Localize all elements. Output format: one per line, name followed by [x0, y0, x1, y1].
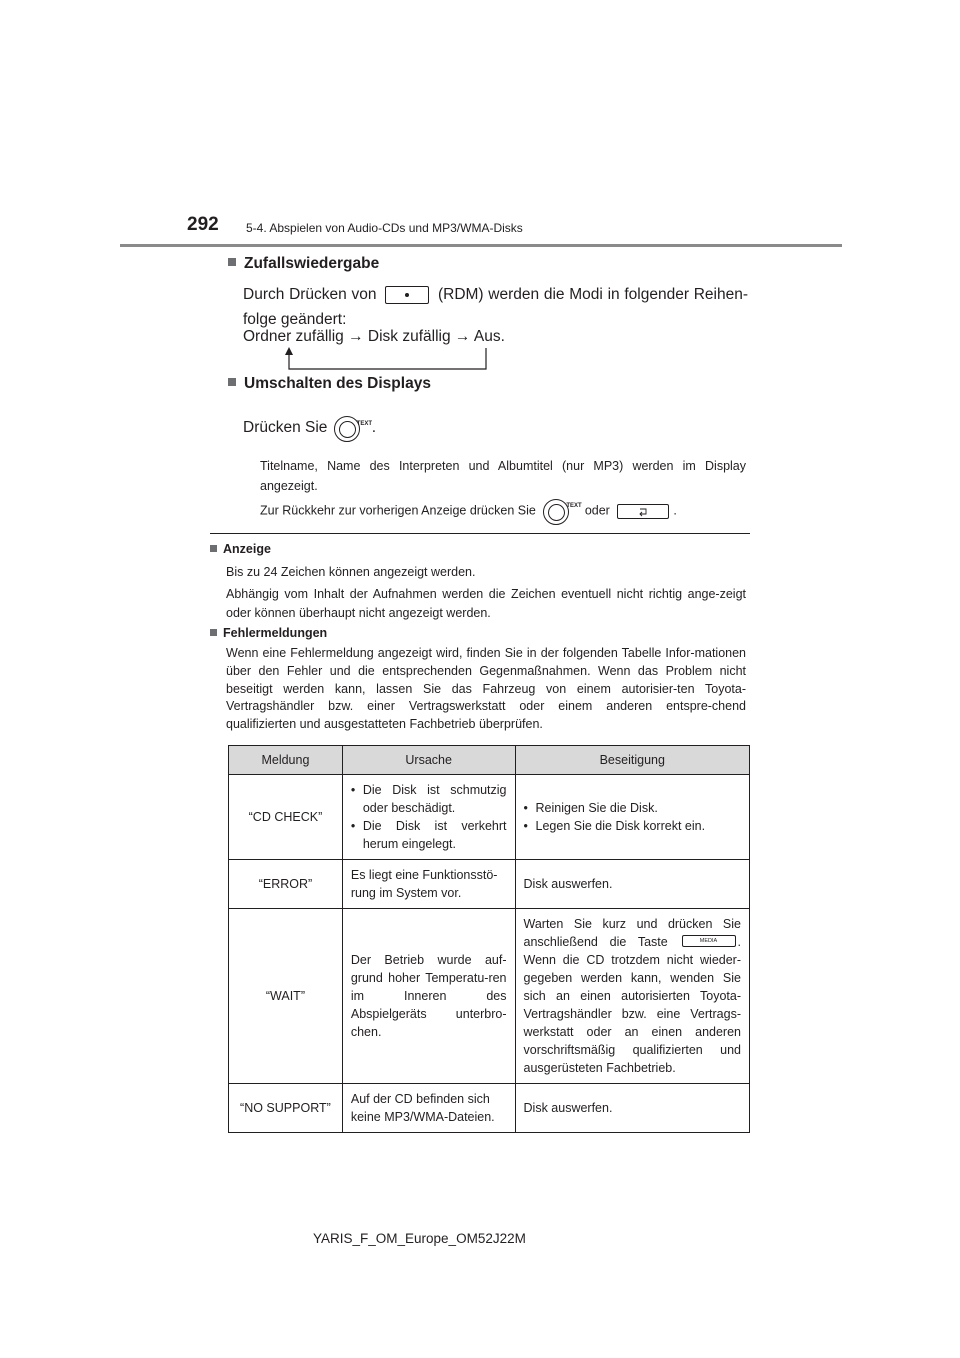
table-row	[229, 909, 750, 1084]
list-item: • Reinigen Sie die Disk.	[524, 799, 741, 817]
media-button-icon: MEDIA	[682, 935, 736, 947]
fehler-p1: Wenn eine Fehlermeldung angezeigt wird, finden Sie in der folgenden Tabelle Infor-mationen über den Fehler und die entsprechenden Gegenmaßnahmen. Wenn das Problem nicht beseitigt werden kann, lassen Sie das Fahrzeug von einem autorisier-ten Toyota-Vertragshändler bzw. einer Vertragswerkstatt oder einem anderen entspre-chend qualifizierten und ausgestatteten Fachbetrieb überprüfen.	[226, 646, 746, 732]
page-number: 292	[187, 214, 219, 235]
display-instruction: Drücken Sie TEXT .	[243, 412, 376, 444]
document-code: YARIS_F_OM_Europe_OM52J22M	[313, 1231, 526, 1246]
note-heading-anzeige: Anzeige	[210, 542, 271, 556]
back-button-icon	[617, 504, 669, 519]
ursache-cell: Es liegt eine Funktionsstö-rung im System vor.	[342, 860, 515, 909]
ursache-cell	[342, 775, 515, 860]
error-table	[228, 745, 750, 1133]
meldung-cell: “WAIT”	[229, 909, 343, 1084]
beseitigung-cell	[515, 775, 749, 860]
table-row	[229, 860, 750, 909]
chapter-title: 5-4. Abspielen von Audio-CDs und MP3/WMA-Disks	[246, 221, 523, 235]
section-heading-random: Zufallswiedergabe	[228, 255, 379, 273]
list-item: • Die Disk ist schmutzig oder beschädigt.	[351, 781, 507, 817]
section-divider	[210, 533, 750, 534]
meldung-cell: “ERROR”	[229, 860, 343, 909]
display-note-1: Titelname, Name des Interpreten und Albumtitel (nur MP3) werden im Display angezeigt.	[260, 459, 746, 493]
square-bullet-icon	[210, 629, 217, 636]
table-row	[229, 1084, 750, 1133]
anzeige-p2: Abhängig vom Inhalt der Aufnahmen werden die Zeichen eventuell nicht richtig ange-zeigt oder können überhaupt nicht angezeigt werden.	[226, 587, 746, 620]
cycle-arrow-icon	[280, 346, 490, 374]
ursache-cell: Auf der CD befinden sich keine MP3/WMA-Dateien.	[342, 1084, 515, 1133]
note-heading-fehler: Fehlermeldungen	[210, 626, 327, 640]
random-description: Durch Drücken von (RDM) werden die Modi in folgender Reihen-folge geändert:	[243, 286, 749, 328]
beseitigung-cell: Warten Sie kurz und drücken Sie anschließend die Taste MEDIA . Wenn die CD trotzdem nicht wieder-gegeben werden kann, wenden Sie sich an einen autorisierten Toyota-Vertragshändler bzw. eine Vertrags-werkstatt oder an einen anderen vorschriftsmäßig qualifizierten und ausgerüsteten Fachbetrieb.	[515, 909, 749, 1084]
square-bullet-icon	[228, 258, 236, 266]
table-header-row	[229, 746, 750, 775]
list-item: • Legen Sie die Disk korrekt ein.	[524, 817, 741, 835]
column-header: Ursache	[342, 746, 515, 775]
meldung-cell: “NO SUPPORT”	[229, 1084, 343, 1133]
text-knob-icon: TEXT	[543, 496, 577, 526]
display-note-2: Zur Rückkehr zur vorherigen Anzeige drücken Sie TEXT oder .	[260, 496, 677, 526]
square-bullet-icon	[228, 378, 236, 386]
column-header: Beseitigung	[515, 746, 749, 775]
header-rule	[120, 244, 842, 247]
beseitigung-cell: Disk auswerfen.	[515, 1084, 749, 1133]
list-item: • Die Disk ist verkehrt herum eingelegt.	[351, 817, 507, 853]
text-knob-icon: TEXT	[334, 412, 370, 444]
column-header: Meldung	[229, 746, 343, 775]
rdm-button-icon	[385, 286, 429, 304]
section-heading-display: Umschalten des Displays	[228, 375, 431, 393]
random-sequence: Ordner zufällig → Disk zufällig → Aus.	[243, 328, 505, 345]
ursache-cell: Der Betrieb wurde auf-grund hoher Temperatu-ren im Inneren des Abspielgeräts unterbro-chen.	[342, 909, 515, 1084]
meldung-cell: “CD CHECK”	[229, 775, 343, 860]
anzeige-p1: Bis zu 24 Zeichen können angezeigt werden.	[226, 565, 476, 579]
square-bullet-icon	[210, 545, 217, 552]
beseitigung-cell: Disk auswerfen.	[515, 860, 749, 909]
table-row	[229, 775, 750, 860]
